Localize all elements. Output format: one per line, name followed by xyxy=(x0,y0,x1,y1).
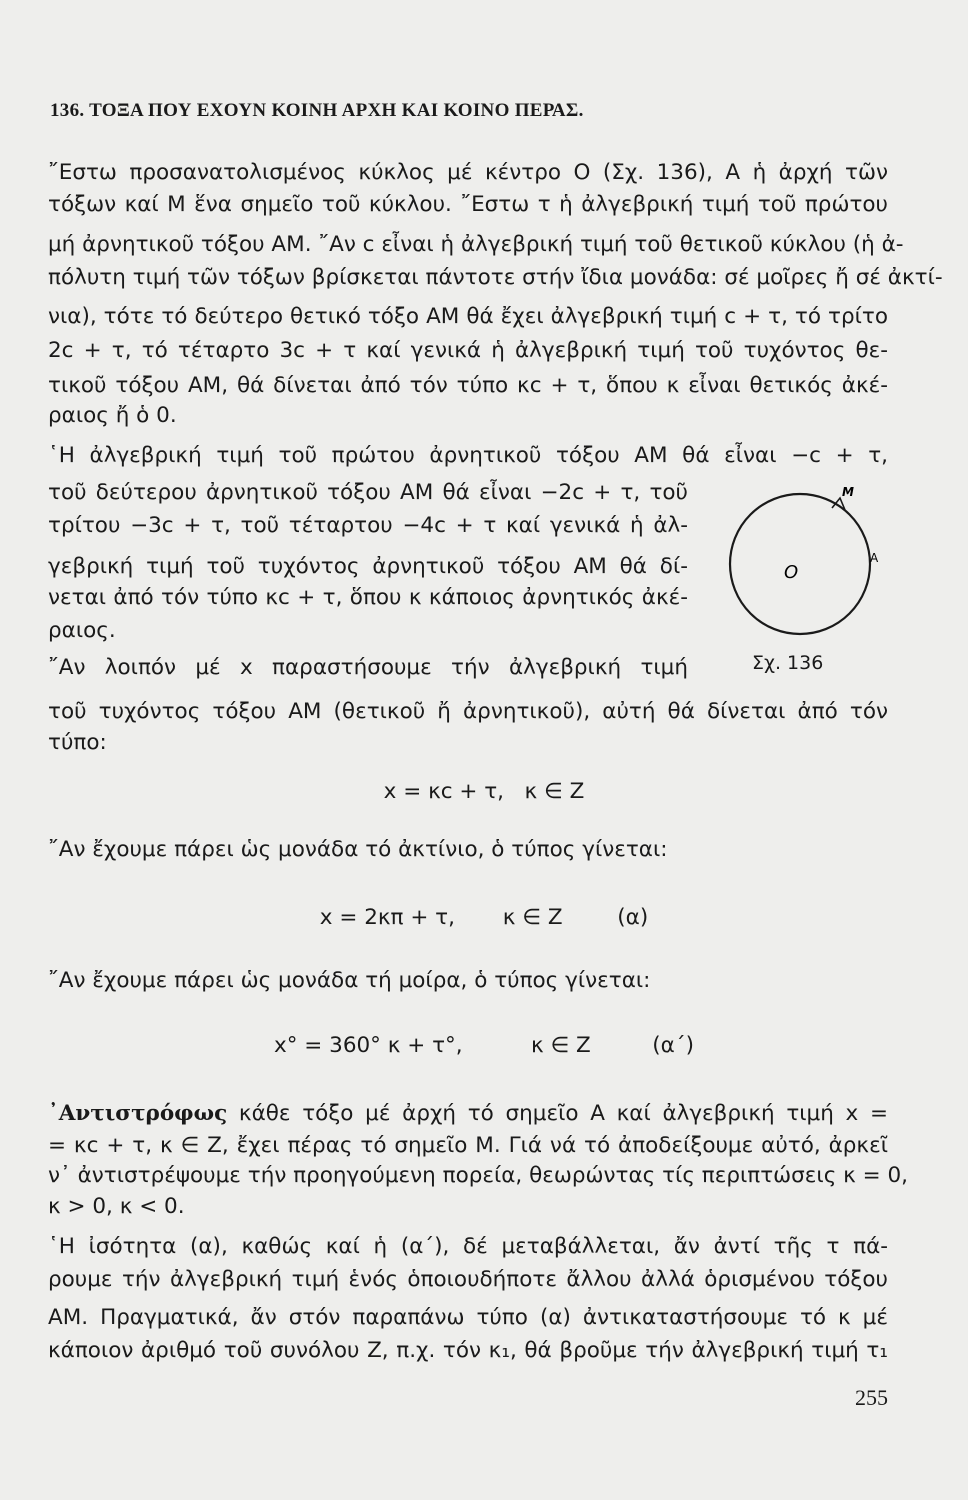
text-line: = κc + τ, κ ∈ Ζ, ἔχει πέρας τό σημεῖο Μ. Γιά νά τό ἀποδείξουμε αὐτό, ἀρκεῖ xyxy=(48,1133,888,1158)
text-line: νεται ἀπό τόν τύπο κc + τ, ὅπου κ κάποιος ἀρνητικός ἀκέ- xyxy=(48,585,688,610)
text-line: 2c + τ, τό τέταρτο 3c + τ καί γενικά ἡ ἀλγεβρική τιμή τοῦ τυχόντος θε- xyxy=(48,338,888,363)
text-line: τόξων καί Μ ἕνα σημεῖο τοῦ κύκλου. ῎Εστω τ ἡ ἀλγεβρική τιμή τοῦ πρώτου xyxy=(48,192,888,217)
text-line: ραιος ἤ ὁ 0. xyxy=(48,403,177,428)
text-line: τρίτου −3c + τ, τοῦ τέταρτου −4c + τ καί γενικά ἡ ἀλ- xyxy=(48,513,688,538)
text-line: τύπο: xyxy=(48,730,107,755)
formula-radians: x = 2κπ + τ, κ ∈ Ζ (α) xyxy=(319,905,649,930)
formula-general: x = κc + τ, κ ∈ Ζ xyxy=(383,779,585,804)
center-label: O xyxy=(784,562,799,583)
figure-caption: Σχ. 136 xyxy=(752,652,824,674)
text-line: ν᾿ ἀντιστρέψουμε τήν προηγούμενη πορεία, θεωρώντας τίς περιπτώσεις κ = 0, xyxy=(48,1163,909,1188)
text-line: τοῦ δεύτερου ἀρνητικοῦ τόξου ΑΜ θά εἶναι −2c + τ, τοῦ xyxy=(48,480,688,505)
text-line: τοῦ τυχόντος τόξου ΑΜ (θετικοῦ ἤ ἀρνητικοῦ), αὐτή θά δίνεται ἀπό τόν xyxy=(48,699,888,724)
text-line: ῾Η ἰσότητα (α), καθώς καί ἡ (α΄), δέ μεταβάλλεται, ἄν ἀντί τῆς τ πά- xyxy=(48,1234,888,1259)
text-line: γεβρική τιμή τοῦ τυχόντος ἀρνητικοῦ τόξου ΑΜ θά δί- xyxy=(48,554,688,579)
section-heading: 136. ΤΟΞΑ ΠΟΥ ΕΧΟΥΝ ΚΟΙΝΗ ΑΡΧΗ ΚΑΙ ΚΟΙΝΟ ΠΕΡΑΣ. xyxy=(50,100,584,121)
formula-degrees: x° = 360° κ + τ°, κ ∈ Ζ (α΄) xyxy=(273,1033,694,1058)
text-line: ῾Η ἀλγεβρική τιμή τοῦ πρώτου ἀρνητικοῦ τόξου ΑΜ θά εἶναι −c + τ, xyxy=(48,443,888,468)
text-line-converse xyxy=(48,1098,888,1129)
text-line: μή ἀρνητικοῦ τόξου ΑΜ. ῎Αν c εἶναι ἡ ἀλγεβρική τιμή τοῦ θετικοῦ κύκλου (ἡ ἀ- xyxy=(48,232,904,257)
text-line: τικοῦ τόξου ΑΜ, θά δίνεται ἀπό τόν τύπο κc + τ, ὅπου κ εἶναι θετικός ἀκέ- xyxy=(48,373,888,398)
text-line: ῎Εστω προσανατολισμένος κύκλος μέ κέντρο Ο (Σχ. 136), Α ἡ ἀρχή τῶν xyxy=(48,160,888,185)
text-line: κάποιον ἀριθμό τοῦ συνόλου Ζ, π.χ. τόν κ₁, θά βροῦμε τήν ἀλγεβρική τιμή τ₁ xyxy=(48,1338,888,1363)
circle-diagram xyxy=(712,480,888,650)
point-a-label: A xyxy=(870,551,879,565)
text-line: κ > 0, κ < 0. xyxy=(48,1194,185,1219)
text-line-rest: κάθε τόξο μέ ἀρχή τό σημεῖο Α καί ἀλγεβρική τιμή x = xyxy=(238,1101,888,1126)
text-line: πόλυτη τιμή τῶν τόξων βρίσκεται πάντοτε στήν ἴδια μονάδα: σέ μοῖρες ἤ σέ ἀκτί- xyxy=(48,265,943,290)
text-line: ρουμε τήν ἀλγεβρική τιμή ἑνός ὁποιουδήποτε ἄλλου ἀλλά ὁρισμένου τόξου xyxy=(48,1267,888,1292)
point-m-label: M xyxy=(842,485,854,499)
text-line: ῎Αν ἔχουμε πάρει ὡς μονάδα τό ἀκτίνιο, ὁ τύπος γίνεται: xyxy=(48,837,668,862)
text-line: ΑΜ. Πραγματικά, ἄν στόν παραπάνω τύπο (α) ἀντικαταστήσουμε τό κ μέ xyxy=(48,1305,888,1330)
text-line: νια), τότε τό δεύτερο θετικό τόξο ΑΜ θά ἔχει ἀλγεβρική τιμή c + τ, τό τρίτο xyxy=(48,304,888,329)
bold-lead-word: ᾿Αντιστρόφως xyxy=(48,1101,228,1126)
text-line: ῎Αν λοιπόν μέ x παραστήσουμε τήν ἀλγεβρική τιμή xyxy=(48,655,688,680)
circle-shape xyxy=(730,494,870,634)
text-line: ραιος. xyxy=(48,618,116,643)
page-number: 255 xyxy=(855,1385,888,1410)
circle-figure xyxy=(712,480,888,650)
text-line: ῎Αν ἔχουμε πάρει ὡς μονάδα τή μοίρα, ὁ τύπος γίνεται: xyxy=(48,968,651,993)
